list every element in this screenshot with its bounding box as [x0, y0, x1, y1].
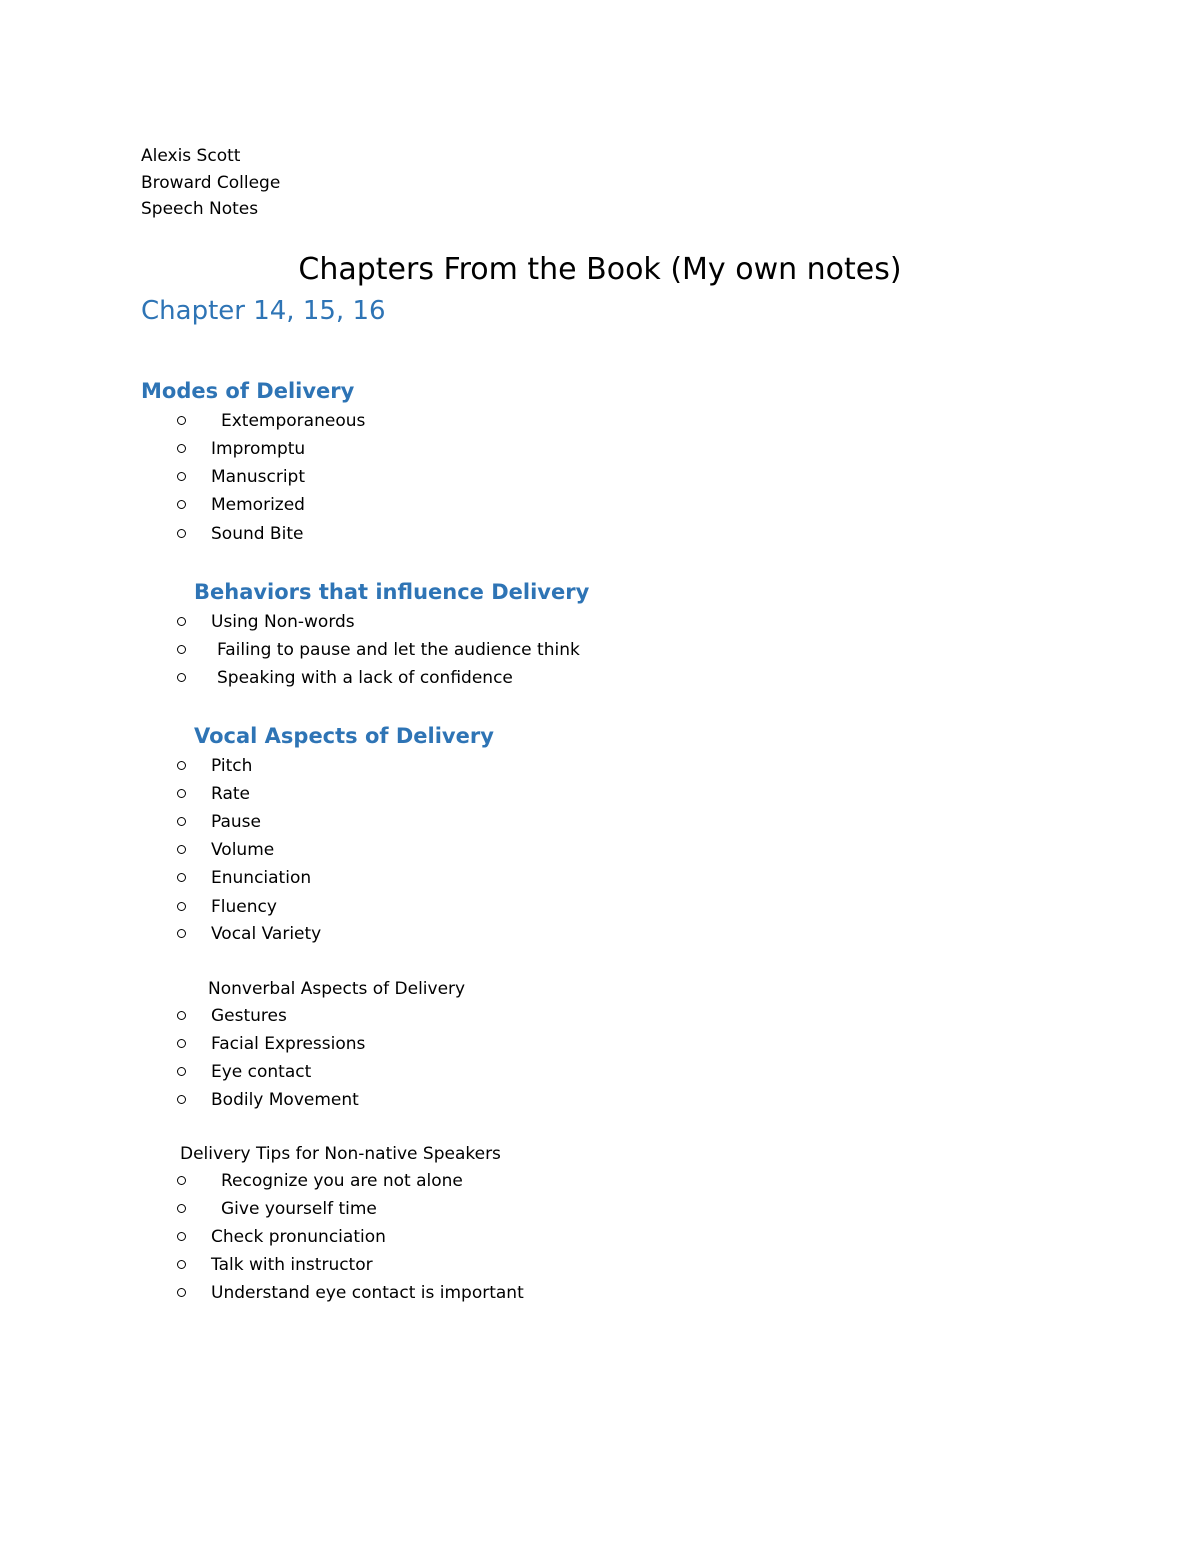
list-item: Gestures [0, 1006, 700, 1026]
course-name: Speech Notes [141, 199, 259, 219]
list-item: Failing to pause and let the audience think [0, 640, 700, 660]
circle-bullet-icon [177, 873, 186, 882]
circle-bullet-icon [177, 761, 186, 770]
list-item: Speaking with a lack of confidence [0, 668, 700, 688]
list-item: Enunciation [0, 868, 700, 888]
list-item: Recognize you are not alone [0, 1171, 700, 1191]
circle-bullet-icon [177, 845, 186, 854]
circle-bullet-icon [177, 789, 186, 798]
list-item: Rate [0, 784, 700, 804]
circle-bullet-icon [177, 444, 186, 453]
circle-bullet-icon [177, 902, 186, 911]
circle-bullet-icon [177, 1039, 186, 1048]
circle-bullet-icon [177, 1176, 186, 1185]
list-item: Check pronunciation [0, 1227, 700, 1247]
circle-bullet-icon [177, 1260, 186, 1269]
section-heading-modes: Modes of Delivery [141, 379, 355, 403]
circle-bullet-icon [177, 1288, 186, 1297]
document-title: Chapters From the Book (My own notes) [298, 252, 902, 287]
circle-bullet-icon [177, 1095, 186, 1104]
circle-bullet-icon [177, 416, 186, 425]
circle-bullet-icon [177, 929, 186, 938]
circle-bullet-icon [177, 1067, 186, 1076]
circle-bullet-icon [177, 1204, 186, 1213]
list-item: Talk with instructor [0, 1255, 700, 1275]
list-item: Eye contact [0, 1062, 700, 1082]
section-heading-tips: Delivery Tips for Non-native Speakers [180, 1144, 501, 1164]
list-item: Facial Expressions [0, 1034, 700, 1054]
circle-bullet-icon [177, 529, 186, 538]
list-item: Bodily Movement [0, 1090, 700, 1110]
school-name: Broward College [141, 173, 281, 193]
list-item: Extemporaneous [0, 411, 700, 431]
circle-bullet-icon [177, 817, 186, 826]
list-item: Volume [0, 840, 700, 860]
list-item: Manuscript [0, 467, 700, 487]
circle-bullet-icon [177, 1232, 186, 1241]
author-name: Alexis Scott [141, 146, 241, 166]
circle-bullet-icon [177, 1011, 186, 1020]
circle-bullet-icon [177, 472, 186, 481]
section-heading-vocal: Vocal Aspects of Delivery [194, 724, 494, 748]
list-item: Pause [0, 812, 700, 832]
list-item: Understand eye contact is important [0, 1283, 700, 1303]
circle-bullet-icon [177, 617, 186, 626]
list-item: Sound Bite [0, 524, 700, 544]
circle-bullet-icon [177, 645, 186, 654]
chapter-heading: Chapter 14, 15, 16 [141, 296, 386, 326]
list-item: Using Non-words [0, 612, 700, 632]
list-item: Pitch [0, 756, 700, 776]
circle-bullet-icon [177, 673, 186, 682]
section-heading-nonverbal: Nonverbal Aspects of Delivery [208, 979, 466, 999]
circle-bullet-icon [177, 500, 186, 509]
list-item: Impromptu [0, 439, 700, 459]
list-item: Give yourself time [0, 1199, 700, 1219]
section-heading-behaviors: Behaviors that influence Delivery [194, 580, 590, 604]
list-item: Fluency [0, 897, 700, 917]
list-item: Memorized [0, 495, 700, 515]
list-item: Vocal Variety [0, 924, 700, 944]
